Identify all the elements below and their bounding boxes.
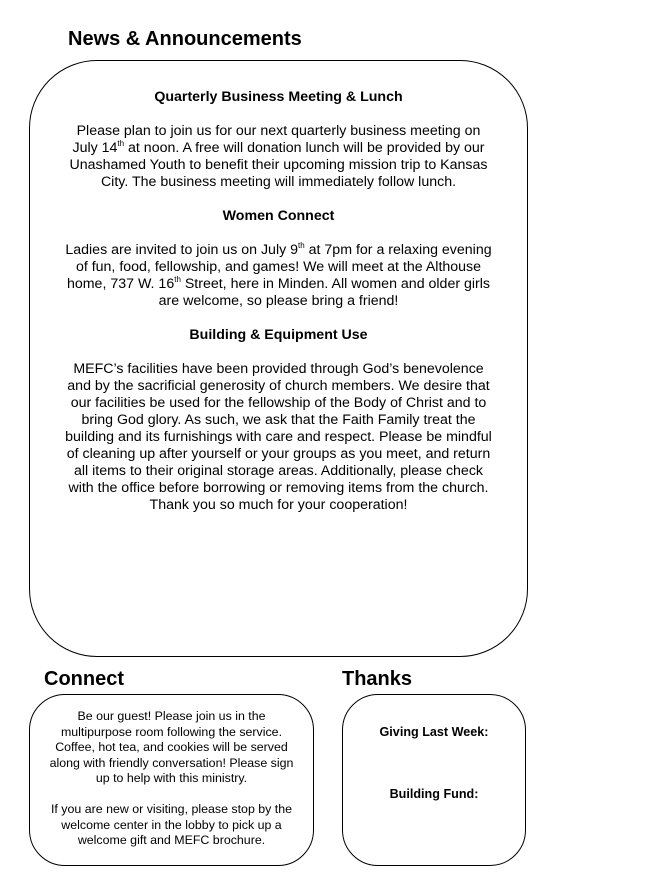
article-building-equipment-use bbox=[64, 327, 493, 514]
article-body: Please plan to join us for our next quarterly business meeting on July 14th at noon. A free will donation lunch will be provided by our Unashamed Youth to benefit their upcoming mission trip to Kansas City. The business meeting will immediately follow lunch. bbox=[69, 123, 488, 190]
connect-guest-paragraph: Be our guest! Please join us in the multipurpose room following the service. Coffee, hot tea, and cookies will be served along with friendly conversation! Please sign up to help with this ministry. bbox=[49, 709, 294, 785]
connect-heading: Connect bbox=[44, 668, 124, 690]
news-heading: News & Announcements bbox=[68, 28, 302, 50]
building-fund-label: Building Fund: bbox=[389, 787, 479, 801]
article-body: MEFC’s facilities have been provided through God’s benevolence and by the sacrificial generosity of church members. We desire that our facilities be used for the fellowship of the Body of Christ and to bring God glory. As such, we ask that the Faith Family treat the building and its furnishings with care and respect. Please be mindful of cleaning up after yourself or your groups as you meet, and return all items to their original storage areas. Additionally, please check with the office before borrowing or removing items from the church. Thank you so much for your cooperation! bbox=[65, 361, 492, 513]
article-title: Women Connect bbox=[222, 208, 335, 224]
thanks-heading: Thanks bbox=[342, 668, 413, 690]
giving-last-week-label: Giving Last Week: bbox=[379, 725, 489, 739]
article-title: Building & Equipment Use bbox=[189, 327, 368, 343]
news-announcements-box bbox=[29, 60, 528, 657]
article-quarterly-meeting bbox=[64, 89, 493, 191]
connect-visitor-paragraph: If you are new or visiting, please stop by the welcome center in the lobby to pick up a welcome gift and MEFC brochure. bbox=[50, 802, 293, 847]
article-women-connect bbox=[64, 208, 493, 310]
thanks-box bbox=[342, 694, 526, 866]
article-title: Quarterly Business Meeting & Lunch bbox=[154, 89, 403, 105]
connect-box bbox=[29, 694, 314, 866]
article-body: Ladies are invited to join us on July 9th at 7pm for a relaxing evening of fun, food, fellowship, and games! We will meet at the Althouse home, 737 W. 16th Street, here in Minden. All women and older girls are welcome, so please bring a friend! bbox=[65, 241, 492, 309]
